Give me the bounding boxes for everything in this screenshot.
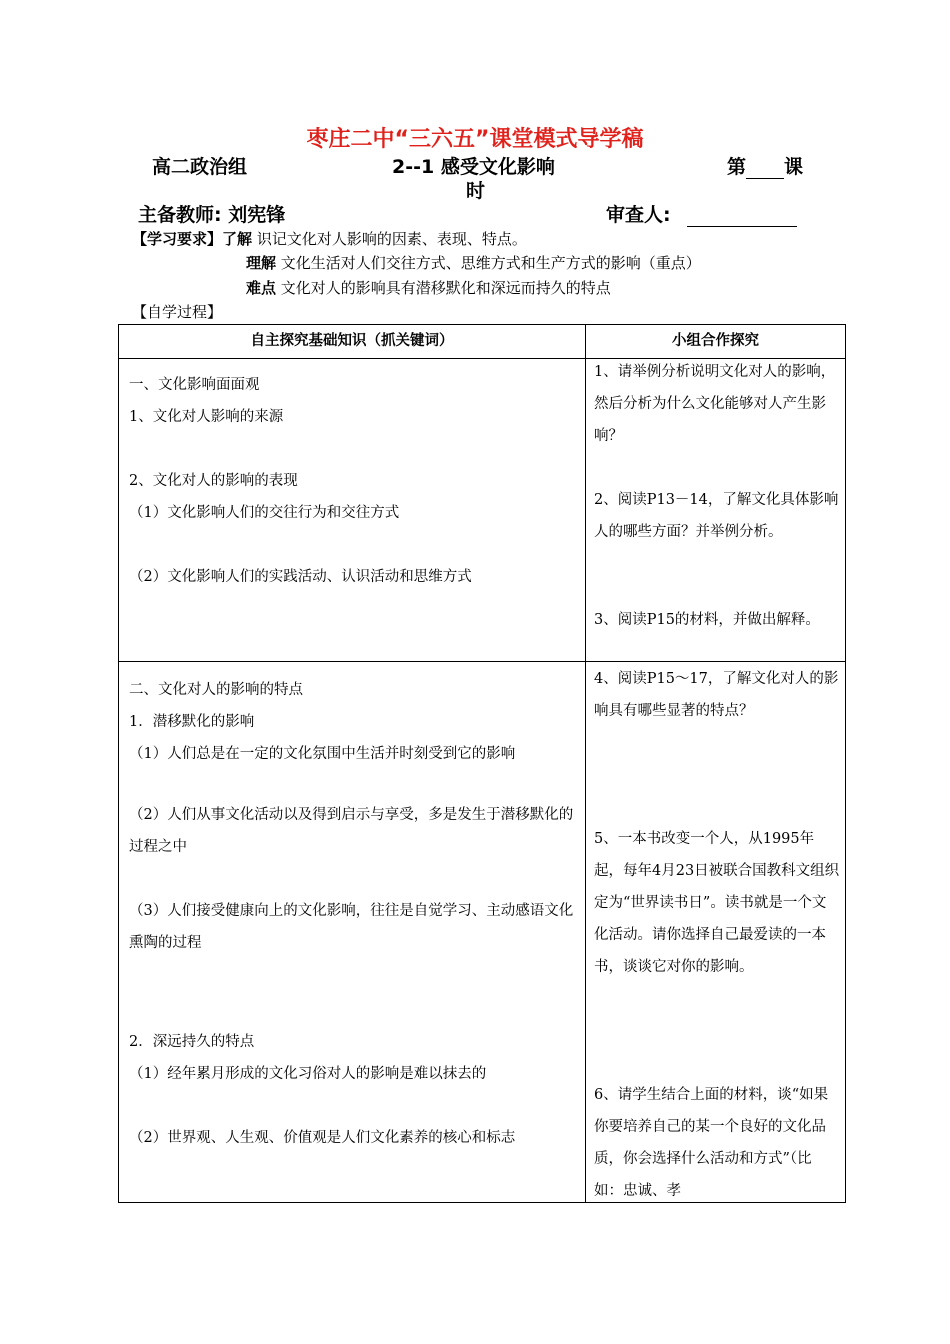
- group-inquiry-cell: [586, 662, 846, 1203]
- list-item: （3）人们接受健康向上的文化影响，往往是自觉学习、主动感语文化熏陶的过程: [129, 903, 574, 951]
- list-item: （1）经年累月形成的文化习俗对人的影响是难以抹去的: [129, 1066, 487, 1082]
- list-item: （1）文化影响人们的交往行为和交往方式: [129, 505, 400, 521]
- list-item: 二、文化对人的影响的特点: [129, 682, 303, 698]
- requirement-text: 文化对人的影响具有潜移默化和深远而持久的特点: [280, 279, 611, 297]
- requirements-label: 【学习要求】: [132, 230, 223, 248]
- group-name: 高二政治组: [152, 156, 248, 178]
- list-item: （2）文化影响人们的实践活动、认识活动和思维方式: [129, 569, 472, 585]
- requirement-key: 理解: [246, 254, 277, 272]
- list-item: 4、阅读P15～17，了解文化对人的影响具有哪些显著的特点？: [594, 671, 839, 719]
- group-inquiry-cell: [586, 359, 846, 662]
- requirement-text: 识记文化对人影响的因素、表现、特点。: [256, 230, 527, 248]
- list-item: （1）人们总是在一定的文化氛围中生活并时刻受到它的影响: [129, 746, 516, 762]
- list-item: 一、文化影响面面观: [129, 377, 260, 393]
- period-suffix: 课: [784, 156, 804, 178]
- list-item: 6、请学生结合上面的材料，谈“如果你要培养自己的某一个良好的文化品质，你会选择什么活动和方式”（比如：忠诚、孝: [594, 1087, 829, 1199]
- list-item: 2、阅读P13－14，了解文化具体影响人的哪些方面？并举例分析。: [594, 492, 839, 540]
- list-item: （2）世界观、人生观、价值观是人们文化素养的核心和标志: [129, 1130, 516, 1146]
- study-table: [118, 324, 846, 1203]
- requirement-row-2: [246, 252, 701, 273]
- table-row: [119, 662, 846, 1203]
- reviewer-blank: [687, 204, 797, 227]
- list-item: 5、一本书改变一个人，从1995年起，每年4月23日被联合国教科文组织定为“世界读书日”。读书就是一个文化活动。请你选择自己最爱读的一本书，谈谈它对你的影响。: [594, 831, 840, 975]
- list-item: 3、阅读P15的材料，并做出解释。: [594, 612, 820, 628]
- document-title: 枣庄二中“三六五”课堂模式导学稿: [306, 127, 644, 152]
- reviewer-line: [606, 200, 797, 227]
- period-prefix: 第: [727, 156, 747, 178]
- list-item: 2、文化对人的影响的表现: [129, 473, 298, 489]
- period-wrap: 时: [466, 180, 486, 202]
- requirement-key: 了解: [222, 230, 253, 248]
- requirement-row-3: [246, 277, 611, 298]
- requirement-text: 文化生活对人们交往方式、思维方式和生产方式的影响（重点）: [280, 254, 701, 272]
- list-item: （2）人们从事文化活动以及得到启示与享受，多是发生于潜移默化的过程之中: [129, 807, 574, 855]
- knowledge-cell: [119, 662, 586, 1203]
- process-label: 【自学过程】: [132, 303, 223, 321]
- requirement-key: 难点: [246, 279, 277, 297]
- table-row: [119, 359, 846, 662]
- list-item: 1．潜移默化的影响: [129, 714, 255, 730]
- period-field: [727, 152, 803, 179]
- reviewer-label: 审查人:: [606, 204, 671, 226]
- requirement-row-1: [132, 228, 527, 249]
- lesson-title: 2--1 感受文化影响: [392, 156, 555, 178]
- period-blank: [746, 156, 784, 179]
- list-item: 2．深远持久的特点: [129, 1034, 255, 1050]
- column-header: 小组合作探究: [586, 325, 846, 359]
- teacher-line: 主备教师: 刘宪锋: [138, 204, 286, 226]
- knowledge-cell: [119, 359, 586, 662]
- list-item: 1、请举例分析说明文化对人的影响，然后分析为什么文化能够对人产生影响？: [594, 364, 836, 444]
- list-item: 1、文化对人影响的来源: [129, 409, 284, 425]
- column-header: 自主探究基础知识（抓关键词）: [119, 325, 586, 359]
- table-header-row: [119, 325, 846, 359]
